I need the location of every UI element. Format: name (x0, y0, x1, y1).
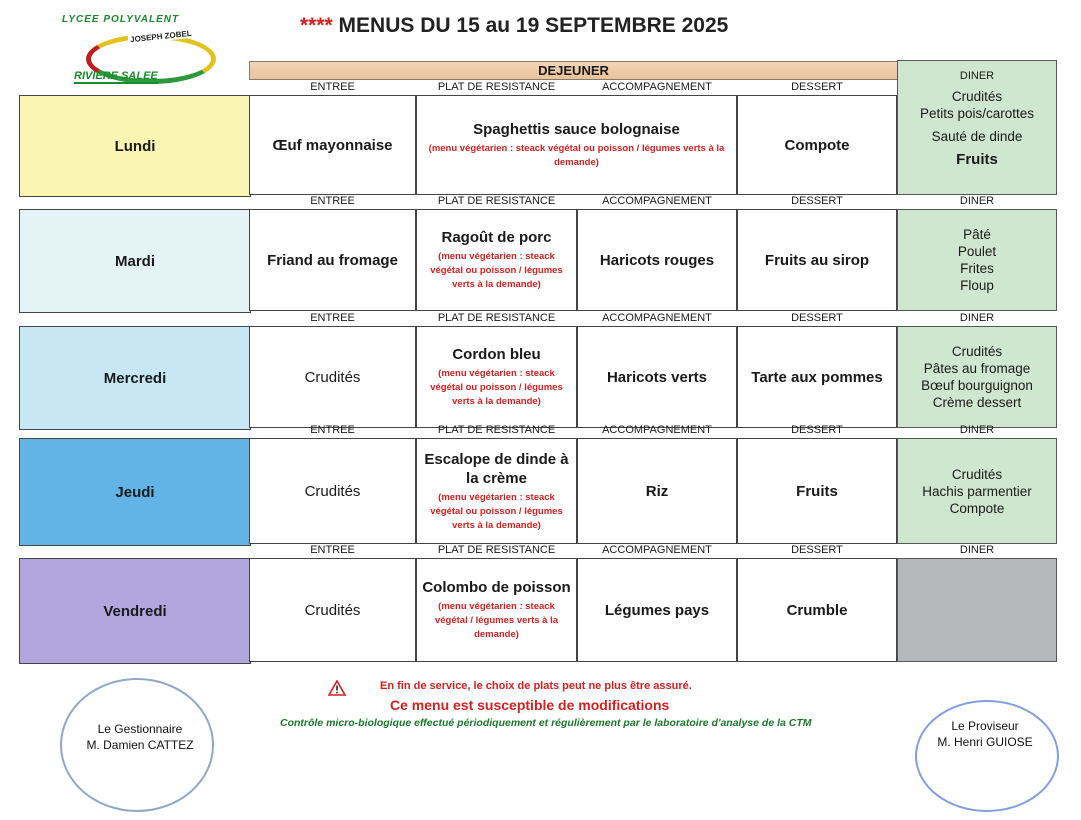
title-text: MENUS DU 15 au 19 SEPTEMBRE 2025 (338, 14, 729, 37)
plat-text: Spaghettis sauce bolognaise (473, 121, 680, 138)
col-header-accomp: ACCOMPAGNEMENT (602, 424, 712, 436)
dessert-cell (737, 209, 897, 311)
dessert-cell (737, 558, 897, 662)
page-title (300, 14, 1000, 38)
lunch-banner: DEJEUNER (249, 61, 898, 80)
plat-cell (416, 95, 737, 195)
entree-cell (249, 95, 416, 195)
col-header-accomp: ACCOMPAGNEMENT (602, 312, 712, 324)
right-signature-name: M. Henri GUIOSE (937, 735, 1033, 749)
right-stamp (915, 700, 1059, 812)
left-signature-role: Le Gestionnaire (97, 722, 183, 736)
col-header-diner: DINER (959, 544, 995, 556)
diner-item: Floup (960, 278, 994, 293)
vegetarian-note: (menu végétarien : steack végétal ou poisson / légumes verts à la demande) (430, 251, 563, 290)
vegetarian-note: (menu végétarien : steack végétal ou poisson / légumes verts à la demande) (428, 143, 725, 168)
plat-text: Cordon bleu (452, 346, 541, 363)
entree-cell (249, 326, 416, 428)
col-header-entree: ENTREE (310, 195, 355, 207)
col-header-dessert: DESSERT (791, 81, 843, 93)
diner-item: Fruits (956, 150, 998, 168)
dessert-cell (737, 438, 897, 544)
footer-warning: En fin de service, le choix de plats peut ne plus être assuré. (380, 680, 692, 692)
plat-cell (416, 209, 577, 311)
plat-cell (416, 438, 577, 544)
col-header-dessert: DESSERT (791, 424, 843, 436)
diner-item: Poulet (957, 244, 997, 259)
diner-item: Petits pois/carottes (919, 105, 1035, 121)
diner-item: Hachis parmentier (922, 483, 1032, 499)
day-mercredi: Mercredi (19, 326, 251, 430)
col-header-diner: DINER (959, 424, 995, 436)
col-header-dessert: DESSERT (791, 195, 843, 207)
accompagnement-text: Haricots rouges (599, 251, 715, 269)
col-header-diner: DINER (959, 70, 995, 82)
accompagnement-text: Haricots verts (606, 368, 708, 386)
title-stars: **** (300, 14, 333, 37)
school-logo (56, 14, 216, 90)
entree-text: Friand au fromage (267, 251, 398, 269)
col-header-diner: DINER (959, 195, 995, 207)
accompagnement-cell (577, 326, 737, 428)
diner-item: Crudités (951, 344, 1003, 359)
col-header-diner: DINER (959, 312, 995, 324)
entree-text: Œuf mayonnaise (272, 136, 393, 154)
day-jeudi: Jeudi (19, 438, 251, 546)
logo-line1: LYCEE POLYVALENT (62, 14, 180, 25)
warning-icon (328, 680, 346, 696)
dessert-text: Crumble (786, 601, 848, 619)
vegetarian-note: (menu végétarien : steack végétal / légumes verts à la demande) (434, 601, 559, 640)
footer-control: Contrôle micro-biologique effectué périodiquement et régulièrement par le laboratoire d'analyse de la CTM (280, 717, 812, 729)
day-mardi: Mardi (19, 209, 251, 313)
plat-cell (416, 558, 577, 662)
accompagnement-cell (577, 558, 737, 662)
col-header-accomp: ACCOMPAGNEMENT (602, 81, 712, 93)
diner-cell (897, 209, 1057, 311)
col-header-plat: PLAT DE RESISTANCE (437, 544, 556, 556)
day-lundi: Lundi (19, 95, 251, 197)
dessert-cell (737, 326, 897, 428)
accompagnement-cell (577, 209, 737, 311)
diner-item: Bœuf bourguignon (921, 378, 1033, 393)
logo-line3: RIVIERE SALEE (74, 70, 158, 82)
diner-item: Compote (949, 500, 1005, 516)
diner-item: Crudités (951, 466, 1003, 482)
diner-item: Sauté de dinde (931, 128, 1023, 144)
plat-text: Colombo de poisson (422, 579, 571, 596)
entree-cell (249, 438, 416, 544)
col-header-plat: PLAT DE RESISTANCE (437, 424, 556, 436)
diner-item: Frites (960, 261, 994, 276)
plat-cell (416, 326, 577, 428)
dessert-cell (737, 95, 897, 195)
dessert-text: Fruits (796, 482, 838, 500)
dessert-text: Tarte aux pommes (751, 368, 883, 386)
col-header-entree: ENTREE (310, 424, 355, 436)
vegetarian-note: (menu végétarien : steack végétal ou poisson / légumes verts à la demande) (430, 368, 563, 407)
entree-text: Crudités (304, 601, 361, 619)
entree-text: Crudités (304, 482, 361, 500)
diner-cell (897, 438, 1057, 544)
entree-text: Crudités (304, 368, 361, 386)
entree-cell (249, 209, 416, 311)
col-header-entree: ENTREE (310, 544, 355, 556)
dessert-text: Compote (784, 136, 850, 154)
col-header-dessert: DESSERT (791, 312, 843, 324)
diner-item: Crème dessert (932, 395, 1022, 410)
col-header-plat: PLAT DE RESISTANCE (437, 81, 556, 93)
vegetarian-note: (menu végétarien : steack végétal ou poisson / légumes verts à la demande) (430, 491, 563, 531)
accompagnement-cell (577, 438, 737, 544)
col-header-accomp: ACCOMPAGNEMENT (602, 544, 712, 556)
accompagnement-text: Légumes pays (604, 601, 710, 619)
diner-cell (897, 326, 1057, 428)
diner-item: Pâtes au fromage (923, 361, 1031, 376)
entree-cell (249, 558, 416, 662)
col-header-entree: ENTREE (310, 312, 355, 324)
accompagnement-text: Riz (645, 482, 669, 500)
footer-modifications: Ce menu est susceptible de modifications (390, 697, 670, 713)
day-vendredi: Vendredi (19, 558, 251, 664)
col-header-plat: PLAT DE RESISTANCE (437, 312, 556, 324)
left-signature-name: M. Damien CATTEZ (86, 738, 194, 752)
right-signature-role: Le Proviseur (951, 719, 1019, 733)
diner-cell (897, 558, 1057, 662)
diner-item: Pâté (963, 227, 991, 242)
col-header-dessert: DESSERT (791, 544, 843, 556)
col-header-plat: PLAT DE RESISTANCE (437, 195, 556, 207)
col-header-accomp: ACCOMPAGNEMENT (602, 195, 712, 207)
col-header-entree: ENTREE (310, 81, 355, 93)
plat-text: Ragoût de porc (441, 229, 552, 246)
logo-line2: JOSEPH ZOBEL (129, 28, 193, 45)
dessert-text: Fruits au sirop (764, 251, 870, 269)
diner-item: Crudités (951, 88, 1003, 104)
plat-text: Escalope de dinde à la crème (424, 450, 569, 487)
